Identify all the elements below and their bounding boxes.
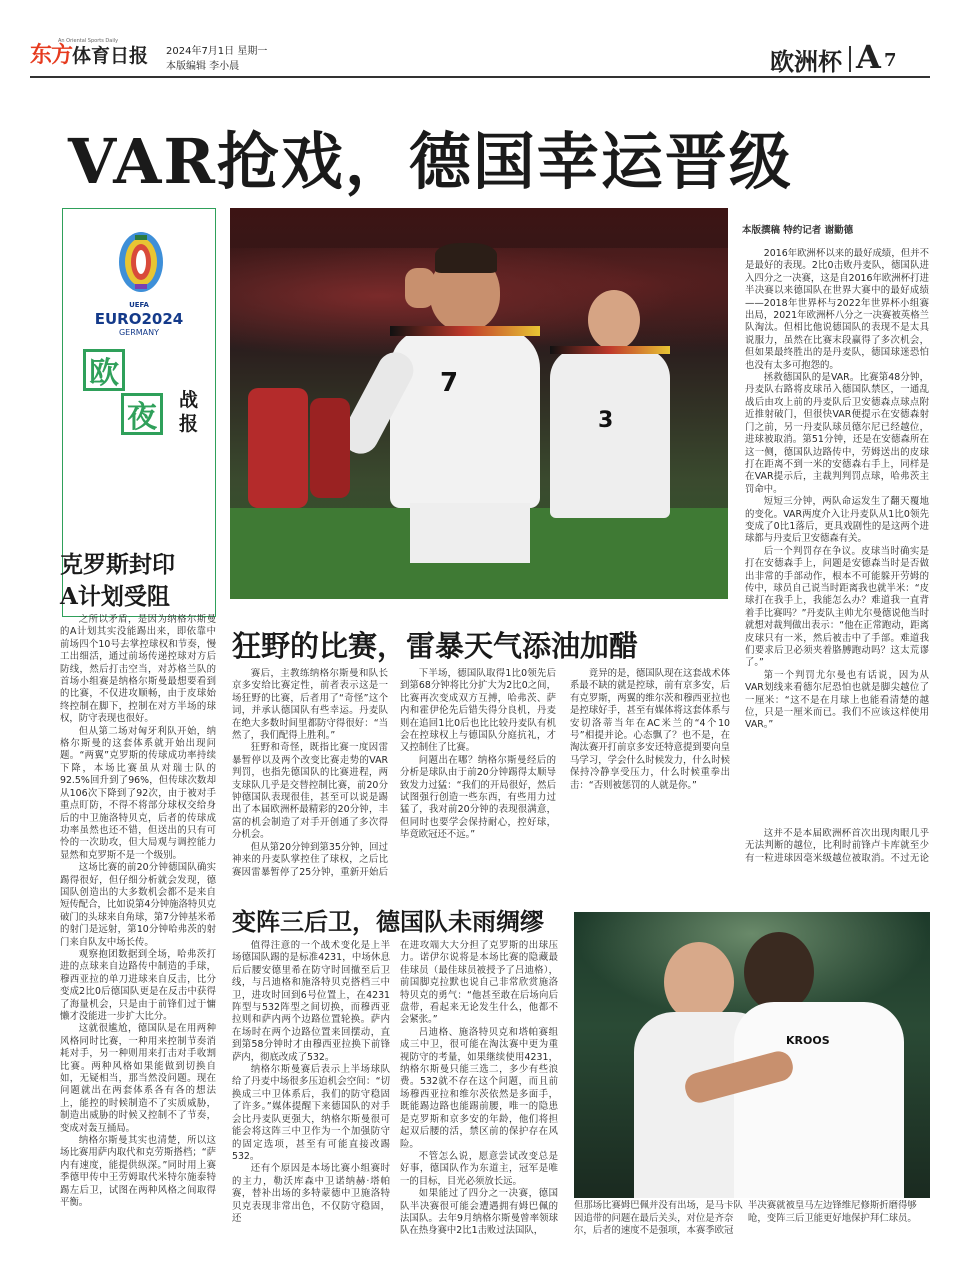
- bottom-article-col-2: [400, 940, 558, 1250]
- section-title: 欧洲杯: [770, 47, 842, 76]
- paragraph: 下半场，德国队取得1比0领先后到第68分钟将比分扩大为2比0之间，比赛再次变成双方互搏，哈弗茨、萨内和霍伊伦先后错失得分良机，丹麦则在追回1比0后也比比较丹麦队有机会在控球权上与德国队分庭抗礼，才又控制住了比赛。: [400, 668, 556, 754]
- player2-head: [588, 290, 640, 350]
- panel-label-1: 战: [179, 389, 199, 411]
- player-hand: [405, 268, 435, 308]
- bottom-article-title: 变阵三后卫，德国队未雨绸缪: [232, 907, 544, 936]
- right-article-body-tail-a: [745, 828, 929, 864]
- jersey-number-b: 3: [598, 408, 614, 433]
- main-photo: [230, 208, 728, 599]
- page-letter: A: [856, 38, 881, 76]
- paragraph: 观察抱团数据到全场，哈弗茨打进的点球来自边路传中制造的手球，穆西亚拉的单刀进球来自反击，比分变成2比0后德国队更是在反击中获得了海量机会，只是由于前锋们过于慵懒才没能进一步扩大比分。: [60, 948, 216, 1022]
- jersey-name: KROOS: [786, 1034, 830, 1047]
- paragraph: 之所以矛盾，是因为纳格尔斯曼的A计划其实没能踢出来，即依靠中前场四个10号去掌控球权和节奏，慢工出细活，通过前场传递控球对方后防线，然后打击空当，对苏格兰队的首场小组赛是纳格尔斯曼最想要看到的比赛，不仅进攻顺畅，由于皮球始终控制在脚下，控制在对方半场的球权，防守表现也很好。: [60, 614, 216, 725]
- photo-caption-left: 但那场比赛姆巴佩并没有出场，是马卡队因追带的问题在最后关头，对位是齐奈尔，后者的速度不是强项，本赛季欧冠: [574, 1200, 743, 1237]
- middle-article-col-1: [232, 668, 388, 878]
- player-head: [664, 942, 734, 1022]
- paragraph: 纳格尔斯曼赛后表示上半场球队给了丹麦中场很多压迫机会空间：“切换成三中卫体系后，我们的防守稳固了许多。”媒体提醒下来德国队的对手会比丹麦队更强大，纳格尔斯曼很可能会将这阵三中卫作为一个加强防守的固定选项，甚至有可能直接改踢532。: [232, 1064, 390, 1162]
- paragraph: 2016年欧洲杯以来的最好成绩，但并不是最好的表现。2比0击败丹麦队，德国队进入四分之一决赛，这是自2016年欧洲杯打进半决赛以来德国队在世界大赛中的最好成绩——2018年世界杯与2022年世界杯小组赛出局，2021年欧洲杯八分之一决赛被英格兰队淘汰。但相比他说德国队的表现不是太具说服力，虽然在比赛末段赢得了多次机会，但如果最终胜出的是丹麦队，德国球迷恐怕也没有太多可抱怨的。: [745, 248, 929, 371]
- player-jersey: [390, 328, 540, 508]
- player2-head: [744, 932, 814, 1012]
- paragraph: 狂野和奇怪，既指比赛一度因雷暴暂停以及两个改变比赛走势的VAR判罚，也指先德国队的比赛进程，两支球队几乎是交替控制比赛，前20分钟德国队表现很佳，甚至可以说是踢出了本届欧洲杯最精彩的20分钟，丰富的机会制造了对手开创通了多次得分机会。: [232, 742, 388, 841]
- euro-label: EURO2024: [94, 310, 184, 328]
- paragraph: 值得注意的一个战术变化是上半场德国队踢的是标准4231，中场休息后后腰安德里希在防守时回撤至后卫线，与吕迪格和施洛特贝克搭档三中卫，进攻时回到6号位置上，在4231阵型与532阵型之间切换，而穆西亚拉则和萨内两个边路位置轮换。萨内在场时在两个边路位置来回摆动，直到第58分钟时才由穆西亚拉换下前锋萨内，彻底改成了532。: [232, 940, 390, 1063]
- panel-char-2: 夜: [121, 393, 163, 435]
- paragraph: 不管怎么说，愿意尝试改变总是好事，德国队作为东道主，冠军是唯一的目标，目光必须放长远。: [400, 1150, 558, 1187]
- left-article-body: [60, 614, 216, 1244]
- logo-tagline: An Oriental Sports Daily: [58, 38, 119, 44]
- opponent-player: [310, 398, 350, 498]
- middle-article-col-2: [400, 668, 556, 878]
- jersey-number-a: 7: [440, 368, 459, 398]
- left-article-title-2: A计划受阻: [60, 583, 170, 610]
- bottom-article-col-1: [232, 940, 390, 1250]
- paragraph: 后一个判罚存在争议。皮球当时确实是打在安德森手上，问题是安德森当时是否做出非常的手部动作，根本不可能躲开劳姆的传中，球员自己说当时距离我也就半米：“皮球打在我手上，我能怎么办？难道我一直背着手比赛吗？”丹麦队主帅尤尔曼德说他当时就想对裁判做出表示：“他在正常跑动，距离皮球只有一米，然后被击中了手部。难道我们要求后卫必须夹着胳膊跑动吗？这太荒谬了。”: [745, 545, 929, 669]
- paragraph: 这场比赛的前20分钟德国队确实踢得很好，但仔细分析就会发现，德国队创造出的大多数机会都不是来自短传配合，比如说第4分钟施洛特贝克破门的头球来自角球，第7分钟基米希的射门是远射，第10分钟哈弗茨的射门来自队友中场长传。: [60, 862, 216, 948]
- issue-date: 2024年7月1日 星期一: [166, 46, 268, 57]
- player2-jersey: [550, 348, 670, 518]
- paragraph: 还有个原因是本场比赛小组赛时的主力，勒沃库森中卫诺纳赫·塔帕赛，替补出场的多特蒙德中卫施洛特贝克表现非常出色，不仅防守稳固，还: [232, 1163, 390, 1224]
- page-editor: 本版编辑 李小晨: [166, 61, 240, 72]
- article-byline: 本版撰稿 特约记者 谢勤德: [742, 225, 854, 236]
- photo-caption-right: 半决赛就被皇马左边锋维尼修斯折磨得够呛，变阵三后卫能更好地保护拜仁球员。: [748, 1200, 917, 1224]
- paragraph: 吕迪格、施洛特贝克和塔帕赛组成三中卫，很可能在淘汰赛中更为重视防守的考量，如果继续使用4231，纳格尔斯曼只能三选二，多少有些浪费。532就不存在这个问题，而且前场穆西亚拉和维尔茨依然是多面手，既能踢边路也能踢前腰，唯一的隐患是克罗斯和京多安的年龄，他们将担起双后腰的活，禁区前的保护存在风险。: [400, 1026, 558, 1150]
- paragraph: 问题出在哪？纳格尔斯曼经后的分析是球队由于前20分钟踢得太顺导致发力过猛：“我们的开局很好，然后试图强行创造一些东西，有些用力过猛了，我对前20分钟的表现很满意，但同时也要学会保持耐心，控好球，毕竟欧冠还不远。”: [400, 754, 556, 841]
- opponent-player: [248, 388, 308, 508]
- paragraph: 拯救德国队的是VAR。比赛第48分钟，丹麦队右路将皮球吊入德国队禁区，一通乱战后由攻上前的丹麦队后卫安德森点球点附近推射破门，但很快VAR便提示在安德森射门之前，另一丹麦队球员德尔尼已经越位，进球被取消。第51分钟，还是在安德森所在这一侧，德国队边路传中，劳姆送出的皮球打在距离不到一米的安德森右手上，同样是在VAR提示后，主裁判判罚点球，哈弗茨主罚命中。: [745, 372, 929, 495]
- left-article-title-1: 克罗斯封印: [60, 551, 175, 578]
- paragraph: 但从第20分钟到第35分钟，回过神来的丹麦队掌控住了球权，之后比赛因雷暴暂停了25分钟，重新开始后: [232, 841, 388, 878]
- paragraph: 纳格尔斯曼其实也清楚，所以这场比赛用萨内取代和克劳斯搭档；“萨内有速度，能提供纵深。”同时用上赛季德甲传中王劳姆取代米特尔施泰特踢左后卫，试图在两种风格之间取得平衡。: [60, 1135, 216, 1209]
- logo-dark-text: 体育日报: [72, 45, 149, 67]
- paragraph: 在进攻端大大分担了克罗斯的出球压力。诺伊尔说将是本场比赛的隐藏最佳球员（最佳球员被授予了吕迪格），前国脚克拉默也说自己非常欣赏施洛特贝克的勇气：“他甚至敢在后场向后盘带，看起来无论发生什么，他都不会紧张。”: [400, 940, 558, 1026]
- paragraph: 竟异的是，德国队现在这套战术体系最不缺的就是控球，前有京多安，后有克罗斯，两翼的维尔茨和穆西亚拉也是控球好手，甚至有媒体将这套体系与安切洛蒂当年在AC米兰的“4个10号”相提并论。心态飘了？也不是，在淘汰赛开打前京多安还特意提到要向皇马学习，学会什么时候发力，什么时候保持冷静享受压力，什么时候重拳出击：“否则被惩罚的人就是你。”: [570, 668, 730, 791]
- jersey-stripe: [390, 326, 540, 336]
- panel-label-2: 报: [179, 413, 199, 435]
- masthead-rule: [30, 76, 930, 78]
- panel-char-1: 欧: [83, 349, 125, 391]
- player-shorts: [410, 503, 530, 563]
- player2-jersey: [734, 1002, 904, 1198]
- paragraph: 赛后，主教练纳格尔斯曼和队长京多安给比赛定性，前者表示这是一场狂野的比赛，后者用了“奇怪”这个词，并承认德国队有些幸运。丹麦队在绝大多数时间里都防守得很好：“当然了，我们配得上胜利。”: [232, 668, 388, 742]
- section-divider: [849, 46, 851, 72]
- jersey2-stripe: [550, 346, 670, 354]
- paragraph: 但从第二场对匈牙利队开始，纳格尔斯曼的这套体系就开始出现问题。“两翼”克罗斯的传球成功率持续下降，本场比赛虽从对瑞士队的92.5%回升到了96%，但传球次数却从106次下降到了92次，由于被对手重点盯防，不得不将部分球权交给身后的中卫施洛特贝克，后者的传球成功率虽然也还不错，但送出的只有可怜的一次助攻，但大局观与调控能力显然和克罗斯不是一个级别。: [60, 725, 216, 861]
- middle-article-col-3: [570, 668, 730, 878]
- right-article-body: [745, 248, 929, 828]
- main-headline: VAR抢戏，德国幸运晋级: [68, 125, 793, 198]
- paragraph: 这并不是本届欧洲杯首次出现肉眼几乎无法判断的越位，比利时前锋卢卡库就至少有一粒进球因毫米级越位被取消。不过无论: [745, 828, 929, 864]
- uefa-label: UEFA: [129, 301, 149, 309]
- paragraph: 如果能过了四分之一决赛，德国队半决赛很可能会遭遇拥有姆巴佩的法国队。去年9月纳格尔斯曼曾率领球队在热身赛中2比1击败过法国队，: [400, 1188, 558, 1237]
- logo-red-text: 东方: [30, 43, 73, 68]
- paragraph: 短短三分钟，两队命运发生了翻天覆地的变化。VAR两度介入让丹麦队从1比0领先变成了0比1落后，更具戏剧性的是这两个进球都与丹麦后卫安德森有关。: [745, 496, 929, 545]
- paragraph: 这就很尴尬，德国队是在用两种风格同时比赛，一种用来控制节奏消耗对手，另一种则用来打击对手收割比赛。两种风格如果能做到切换自如，无疑相当，那当然没问题。现在问题就出在两套体系各有各的想法上，能控的时候制造不了实质威胁，制造出威胁的时候又控制不了节奏，变成对轰互捅局。: [60, 1023, 216, 1134]
- bottom-photo: [574, 912, 930, 1198]
- germany-label: GERMANY: [118, 328, 160, 337]
- player-hair: [435, 243, 497, 273]
- euro-trophy-icon: [113, 229, 169, 295]
- page-number: 7: [884, 50, 897, 71]
- middle-article-title: 狂野的比赛，雷暴天气添油加醋: [232, 629, 639, 663]
- paragraph: 第一个判罚尤尔曼也有话说，因为从VAR划线来看德尔尼恐怕也就是脚尖越位了一厘米：“这不是在月球上也能看清楚的越位，只是一厘米而已。我们不应该这样使用VAR。”: [745, 669, 929, 731]
